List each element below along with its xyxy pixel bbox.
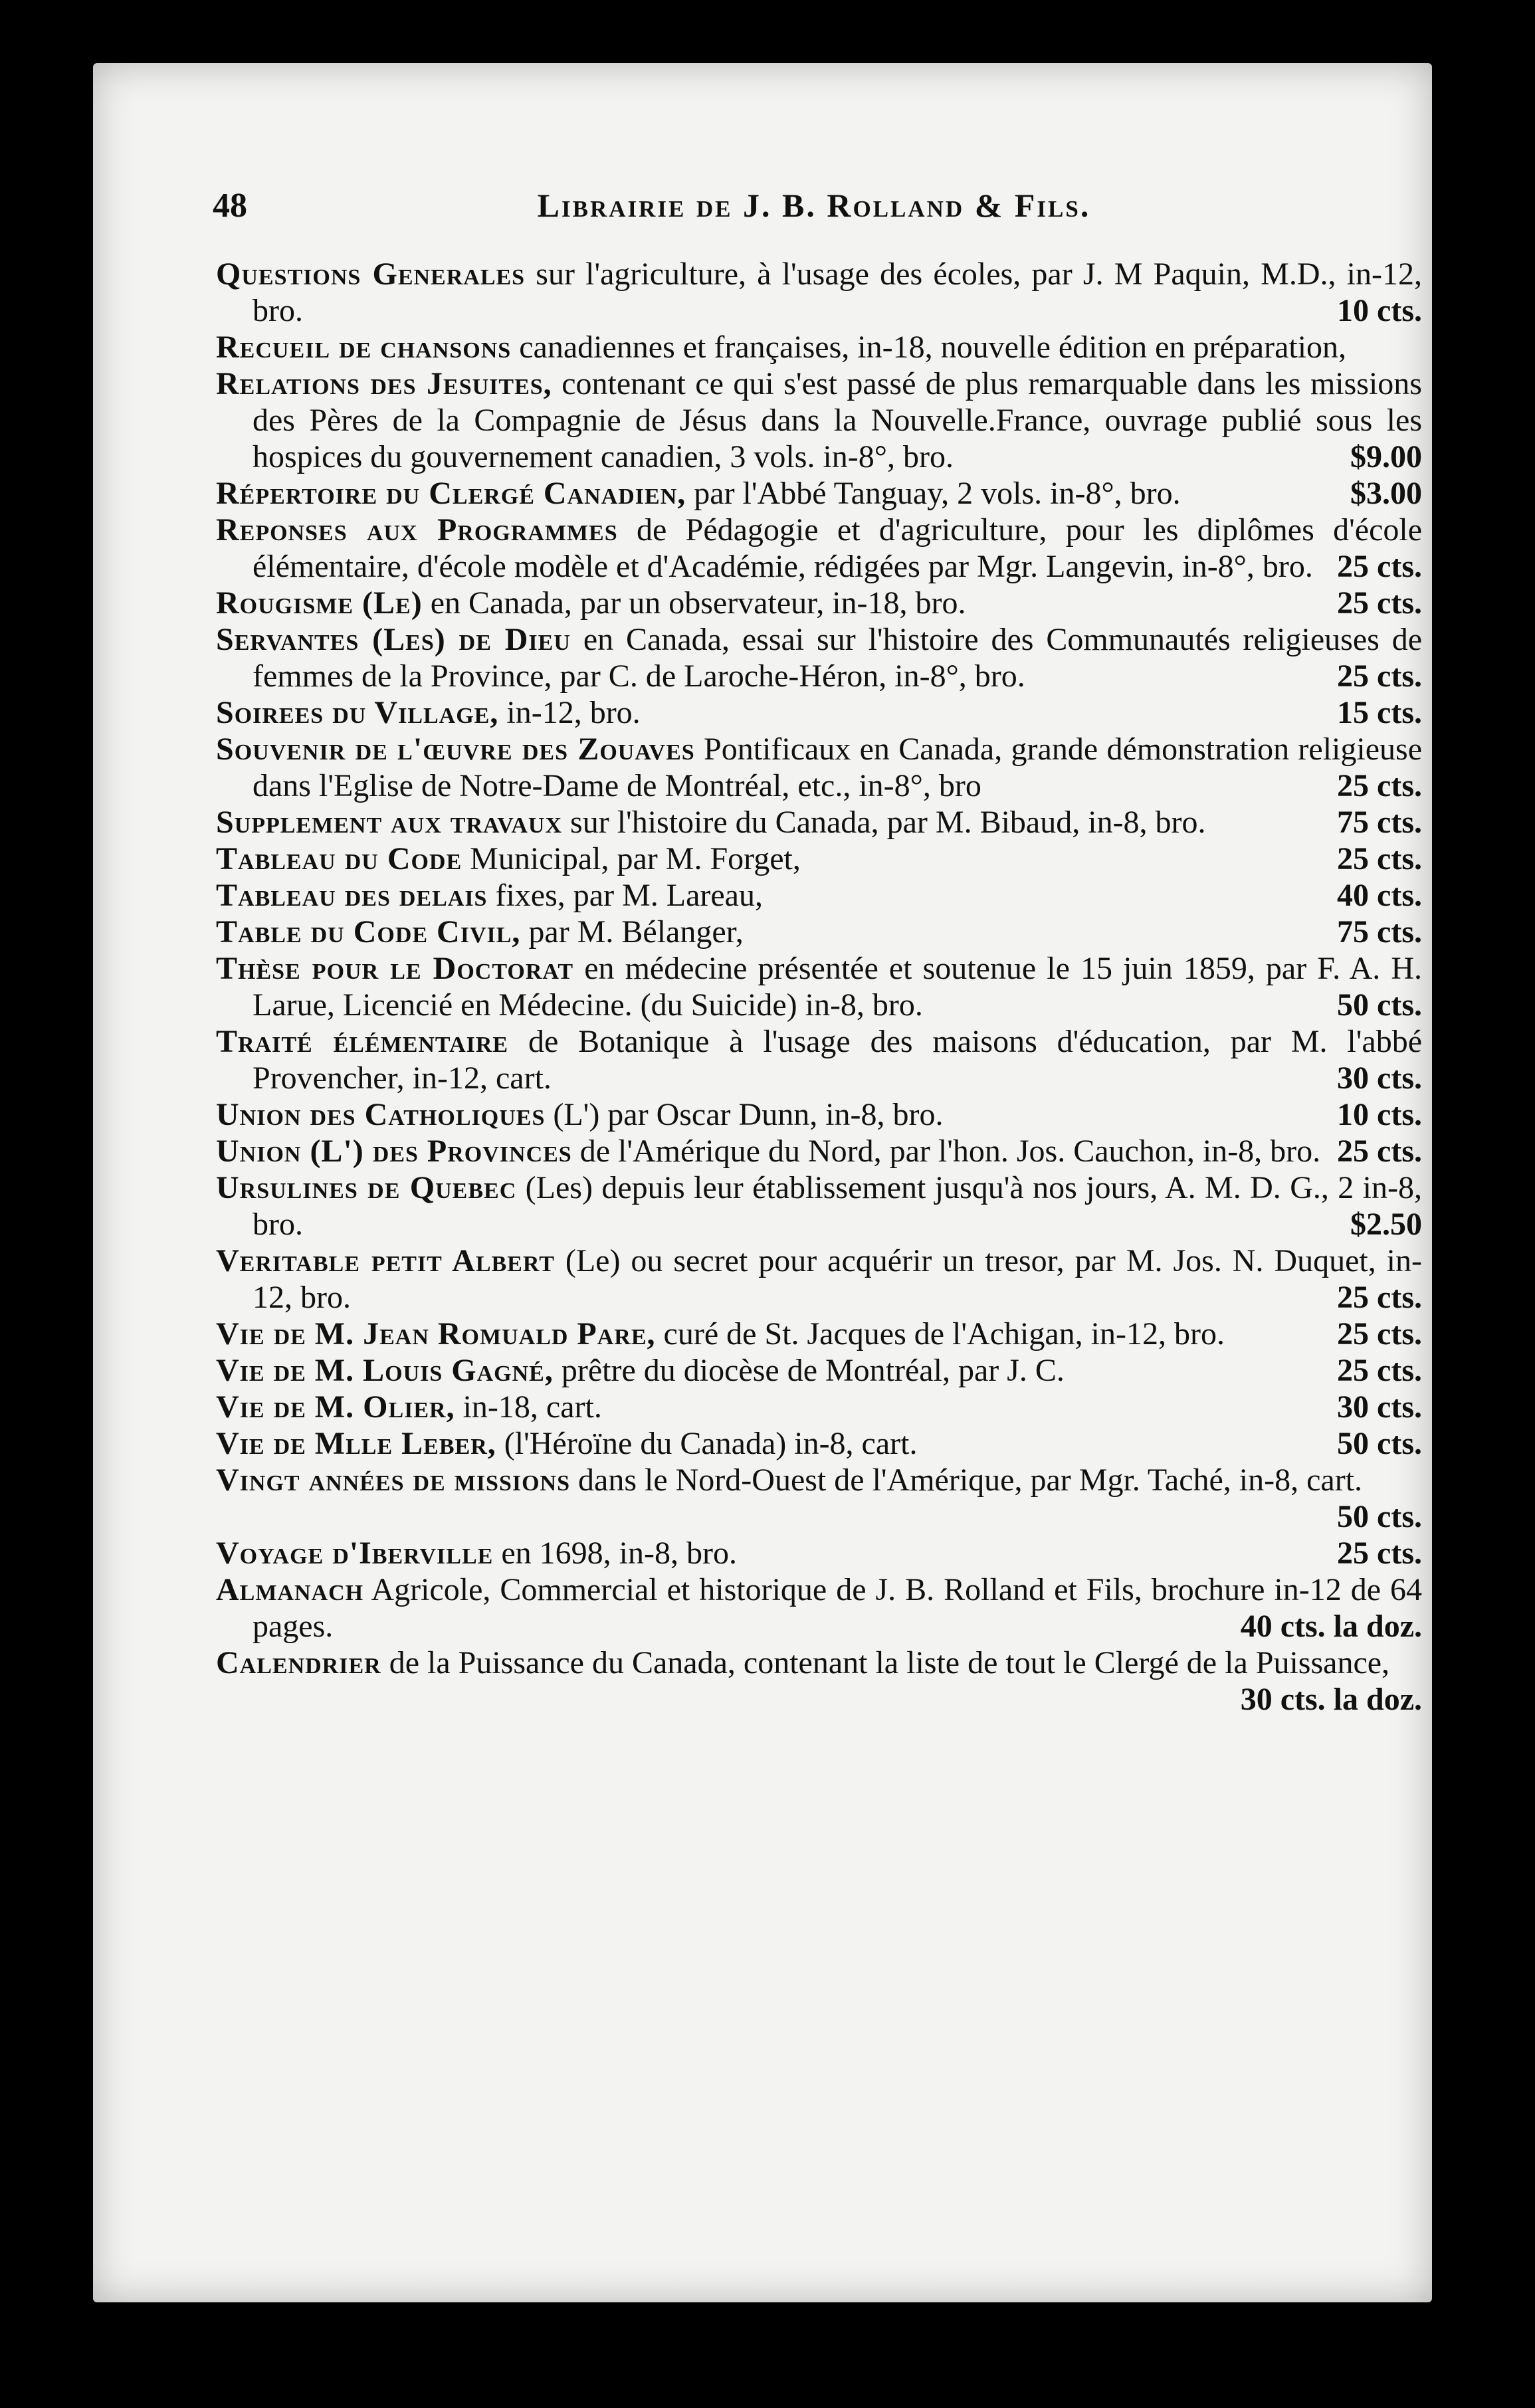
entry-price: 25 cts. bbox=[1337, 658, 1422, 694]
entry-title: Ursulines de Quebec bbox=[216, 1170, 517, 1205]
entry-price: $2.50 bbox=[1350, 1207, 1422, 1242]
entry-price: 25 cts. bbox=[1337, 1353, 1422, 1388]
entry-title: Table du Code Civil, bbox=[216, 914, 521, 950]
entry-price: 25 cts. bbox=[1337, 1536, 1422, 1571]
entry-price: 25 cts. bbox=[1337, 768, 1422, 803]
entry-price: 50 cts. bbox=[1337, 1499, 1422, 1534]
entry-description: par M. Bélanger, bbox=[528, 914, 744, 950]
entry-price: 25 cts. bbox=[1337, 549, 1422, 584]
entry-title: Traité élémentaire bbox=[216, 1024, 509, 1059]
entry-description: en 1698, in-8, bro. bbox=[501, 1536, 737, 1571]
catalog-entry bbox=[216, 1169, 1422, 1243]
entry-description: (l'Héroïne du Canada) in-8, cart. bbox=[504, 1426, 918, 1461]
entry-description: canadiennes et françaises, in-18, nouvelle édition en préparation, bbox=[519, 330, 1347, 365]
catalog-entry bbox=[216, 329, 1422, 365]
catalog-entry bbox=[216, 914, 1422, 950]
entry-title: Union des Catholiques bbox=[216, 1097, 546, 1132]
entry-title: Recueil de chansons bbox=[216, 330, 512, 365]
entry-description: Agricole, Commercial et historique de J. B. Rolland et Fils, brochure in-12 de 64 pages. bbox=[253, 1572, 1422, 1644]
catalog-entry bbox=[216, 1133, 1422, 1169]
entry-title: Servantes (Les) de Dieu bbox=[216, 622, 571, 657]
entry-description: en médecine présentée et soutenue le 15 juin 1859, par F. A. H. Larue, Licencié en Médecine. (du Suicide) in-8, bro. bbox=[253, 951, 1423, 1023]
entry-price: 40 cts. bbox=[1337, 878, 1422, 913]
entry-description: (Le) ou secret pour acquérir un tresor, par M. Jos. N. Duquet, in-12, bro. bbox=[253, 1243, 1422, 1315]
entry-price: $3.00 bbox=[1350, 476, 1422, 511]
entry-title: Vingt années de missions bbox=[216, 1462, 571, 1498]
entry-description: de l'Amérique du Nord, par l'hon. Jos. Cauchon, in-8, bro. bbox=[579, 1134, 1321, 1169]
entry-title: Vie de M. Louis Gagné, bbox=[216, 1353, 554, 1388]
catalog-entry bbox=[216, 1462, 1422, 1535]
page-header bbox=[213, 186, 1415, 239]
entry-description: sur l'histoire du Canada, par M. Bibaud, in-8, bro. bbox=[570, 805, 1206, 840]
entry-title: Questions Generales bbox=[216, 256, 526, 292]
entry-price: 30 cts. la doz. bbox=[1240, 1682, 1422, 1717]
running-head: Librairie de J. B. Rolland & Fils. bbox=[537, 187, 1091, 224]
entry-price: 50 cts. bbox=[1337, 1426, 1422, 1461]
entry-description: sur l'agriculture, à l'usage des écoles, par J. M Paquin, M.D., in-12, bro. bbox=[253, 256, 1422, 328]
entry-title: Veritable petit Albert bbox=[216, 1243, 555, 1278]
catalog-entry bbox=[216, 365, 1422, 475]
entry-description: par l'Abbé Tanguay, 2 vols. in-8°, bro. bbox=[694, 476, 1181, 511]
entry-title: Reponses aux Programmes bbox=[216, 512, 618, 548]
catalog-entry bbox=[216, 877, 1422, 914]
entry-description: in-12, bro. bbox=[506, 695, 641, 730]
entry-description: (Les) depuis leur établissement jusqu'à nos jours, A. M. D. G., 2 in-8, bro. bbox=[253, 1170, 1422, 1242]
catalog-entry bbox=[216, 256, 1422, 329]
entry-title: Relations des Jesuites, bbox=[216, 366, 552, 401]
entry-price: 25 cts. bbox=[1337, 1134, 1422, 1169]
entry-title: Union (L') des Provinces bbox=[216, 1134, 572, 1169]
entry-price: 75 cts. bbox=[1337, 805, 1422, 840]
entry-title: Calendrier bbox=[216, 1645, 381, 1680]
entry-description: dans le Nord-Ouest de l'Amérique, par Mgr. Taché, in-8, cart. bbox=[578, 1462, 1363, 1498]
catalog-entry bbox=[216, 841, 1422, 877]
entry-price: 30 cts. bbox=[1337, 1389, 1422, 1425]
entry-price: 25 cts. bbox=[1337, 1280, 1422, 1315]
entry-price: 30 cts. bbox=[1337, 1060, 1422, 1096]
catalog-entry bbox=[216, 1243, 1422, 1316]
entry-price: 10 cts. bbox=[1337, 1097, 1422, 1132]
entry-description: prêtre du diocèse de Montréal, par J. C. bbox=[561, 1353, 1065, 1388]
catalog-entries bbox=[216, 256, 1422, 1718]
entry-title: Tableau du Code bbox=[216, 841, 462, 876]
entry-description: curé de St. Jacques de l'Achigan, in-12, bro. bbox=[663, 1316, 1225, 1352]
entry-price: $9.00 bbox=[1350, 439, 1422, 474]
entry-title: Soirees du Village, bbox=[216, 695, 499, 730]
entry-title: Supplement aux travaux bbox=[216, 805, 563, 840]
page-number: 48 bbox=[213, 187, 247, 225]
entry-price: 15 cts. bbox=[1337, 695, 1422, 730]
catalog-entry bbox=[216, 1352, 1422, 1389]
entry-description: in-18, cart. bbox=[462, 1389, 602, 1425]
catalog-entry bbox=[216, 1645, 1422, 1718]
entry-title: Thèse pour le Doctorat bbox=[216, 951, 574, 986]
entry-title: Vie de Mlle Leber, bbox=[216, 1426, 496, 1461]
entry-title: Souvenir de l'œuvre des Zouaves bbox=[216, 732, 695, 767]
entry-description: en Canada, par un observateur, in-18, bro. bbox=[430, 585, 966, 621]
entry-title: Tableau des delais bbox=[216, 878, 488, 913]
catalog-entry bbox=[216, 1571, 1422, 1645]
catalog-entry bbox=[216, 585, 1422, 621]
catalog-entry bbox=[216, 512, 1422, 585]
entry-description: de Botanique à l'usage des maisons d'éducation, par M. l'abbé Provencher, in-12, cart. bbox=[253, 1024, 1422, 1096]
entry-title: Vie de M. Jean Romuald Pare, bbox=[216, 1316, 656, 1352]
catalog-entry bbox=[216, 1425, 1422, 1462]
entry-title: Vie de M. Olier, bbox=[216, 1389, 455, 1425]
entry-price: 75 cts. bbox=[1337, 914, 1422, 950]
catalog-entry bbox=[216, 621, 1422, 694]
catalog-entry bbox=[216, 475, 1422, 512]
entry-title: Voyage d'Iberville bbox=[216, 1536, 494, 1571]
entry-price: 25 cts. bbox=[1337, 585, 1422, 621]
entry-price: 25 cts. bbox=[1337, 841, 1422, 876]
entry-description: Municipal, par M. Forget, bbox=[470, 841, 801, 876]
catalog-entry bbox=[216, 694, 1422, 731]
entry-description: de Pédagogie et d'agriculture, pour les diplômes d'école élémentaire, d'école modèle et d'Académie, rédigées par Mgr. Langevin, in-8°, bro. bbox=[253, 512, 1423, 584]
entry-title: Rougisme (Le) bbox=[216, 585, 423, 621]
entry-title: Almanach bbox=[216, 1572, 364, 1607]
book-page bbox=[93, 63, 1432, 2302]
entry-description: en Canada, essai sur l'histoire des Communautés religieuses de femmes de la Province, par C. de Laroche-Héron, in-8°, bro. bbox=[253, 622, 1423, 694]
entry-price: 10 cts. bbox=[1337, 293, 1422, 328]
entry-price: 40 cts. la doz. bbox=[1240, 1609, 1422, 1644]
entry-price: 25 cts. bbox=[1337, 1316, 1422, 1352]
catalog-entry bbox=[216, 1316, 1422, 1352]
catalog-entry bbox=[216, 1389, 1422, 1425]
catalog-entry bbox=[216, 1535, 1422, 1571]
entry-description: (L') par Oscar Dunn, in-8, bro. bbox=[553, 1097, 944, 1132]
entry-description: de la Puissance du Canada, contenant la liste de tout le Clergé de la Puissance, bbox=[389, 1645, 1390, 1680]
entry-price: 50 cts. bbox=[1337, 987, 1422, 1023]
entry-description: fixes, par M. Lareau, bbox=[495, 878, 763, 913]
catalog-entry bbox=[216, 804, 1422, 841]
catalog-entry bbox=[216, 731, 1422, 804]
catalog-entry bbox=[216, 1096, 1422, 1133]
entry-title: Répertoire du Clergé Canadien, bbox=[216, 476, 686, 511]
catalog-entry bbox=[216, 950, 1422, 1023]
entry-description: contenant ce qui s'est passé de plus remarquable dans les missions des Pères de la Compagnie de Jésus dans la Nouvelle.France, ouvrage publié sous les hospices du gouvernement canadien, 3 vols. in-8°, bro. bbox=[253, 366, 1422, 474]
entry-description: Pontificaux en Canada, grande démonstration religieuse dans l'Eglise de Notre-Dame de Montréal, etc., in-8°, bro bbox=[253, 732, 1422, 803]
catalog-entry bbox=[216, 1023, 1422, 1096]
